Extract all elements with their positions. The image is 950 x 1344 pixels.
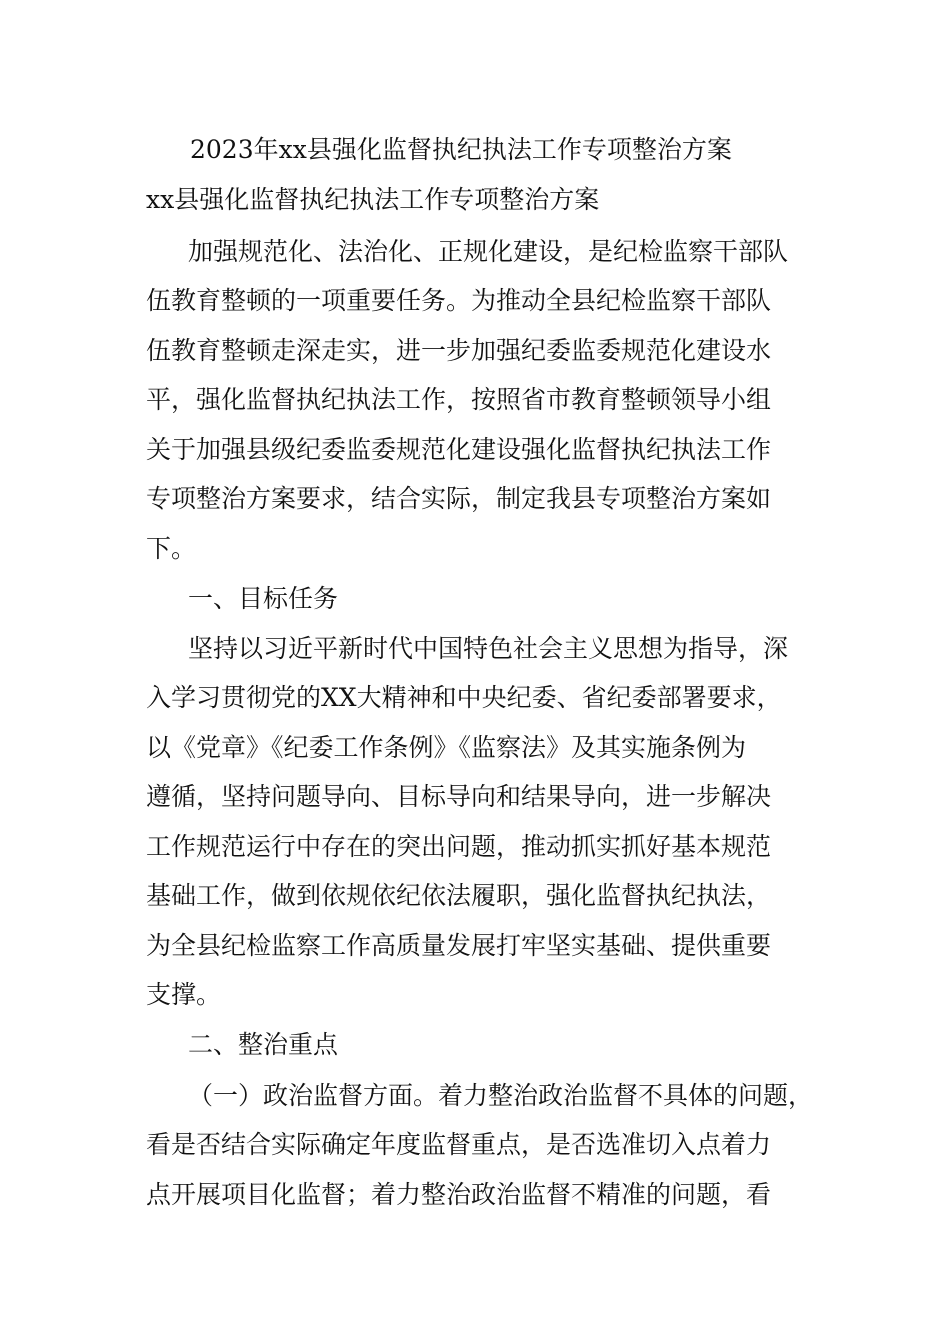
document-subtitle: xx县强化监督执纪执法工作专项整治方案 bbox=[146, 185, 600, 214]
paragraph-line: 坚持以习近平新时代中国特色社会主义思想为指导，深 bbox=[188, 634, 789, 663]
paragraph-line: 支撑。 bbox=[146, 980, 222, 1009]
paragraph-line: 入学习贯彻党的XX大精神和中央纪委、省纪委部署要求， bbox=[146, 683, 782, 712]
paragraph-line: 看是否结合实际确定年度监督重点，是否选准切入点着力 bbox=[146, 1130, 772, 1159]
paragraph-line: 下。 bbox=[146, 534, 197, 563]
paragraph-line: （一）政治监督方面。着力整治政治监督不具体的问题， bbox=[188, 1081, 814, 1110]
paragraph-line: 伍教育整顿走深走实，进一步加强纪委监委规范化建设水 bbox=[146, 336, 772, 365]
paragraph-line: 伍教育整顿的一项重要任务。为推动全县纪检监察干部队 bbox=[146, 286, 772, 315]
paragraph-line: 遵循，坚持问题导向、目标导向和结果导向，进一步解决 bbox=[146, 782, 772, 811]
paragraph-line: 为全县纪检监察工作高质量发展打牢坚实基础、提供重要 bbox=[146, 931, 772, 960]
paragraph-line: 专项整治方案要求，结合实际，制定我县专项整治方案如 bbox=[146, 484, 772, 513]
section-heading: 一、目标任务 bbox=[188, 584, 339, 613]
document-title: 2023年xx县强化监督执纪执法工作专项整治方案 bbox=[190, 135, 732, 164]
paragraph-line: 以《党章》《纪委工作条例》《监察法》及其实施条例为 bbox=[146, 733, 747, 762]
paragraph-line: 点开展项目化监督；着力整治政治监督不精准的问题，看 bbox=[146, 1180, 772, 1209]
paragraph-line: 工作规范运行中存在的突出问题，推动抓实抓好基本规范 bbox=[146, 832, 772, 861]
paragraph-line: 关于加强县级纪委监委规范化建设强化监督执纪执法工作 bbox=[146, 435, 772, 464]
paragraph-line: 基础工作，做到依规依纪依法履职，强化监督执纪执法， bbox=[146, 881, 772, 910]
paragraph-line: 加强规范化、法治化、正规化建设，是纪检监察干部队 bbox=[188, 237, 789, 266]
paragraph-line: 平，强化监督执纪执法工作，按照省市教育整顿领导小组 bbox=[146, 385, 772, 414]
section-heading: 二、整治重点 bbox=[188, 1030, 339, 1059]
